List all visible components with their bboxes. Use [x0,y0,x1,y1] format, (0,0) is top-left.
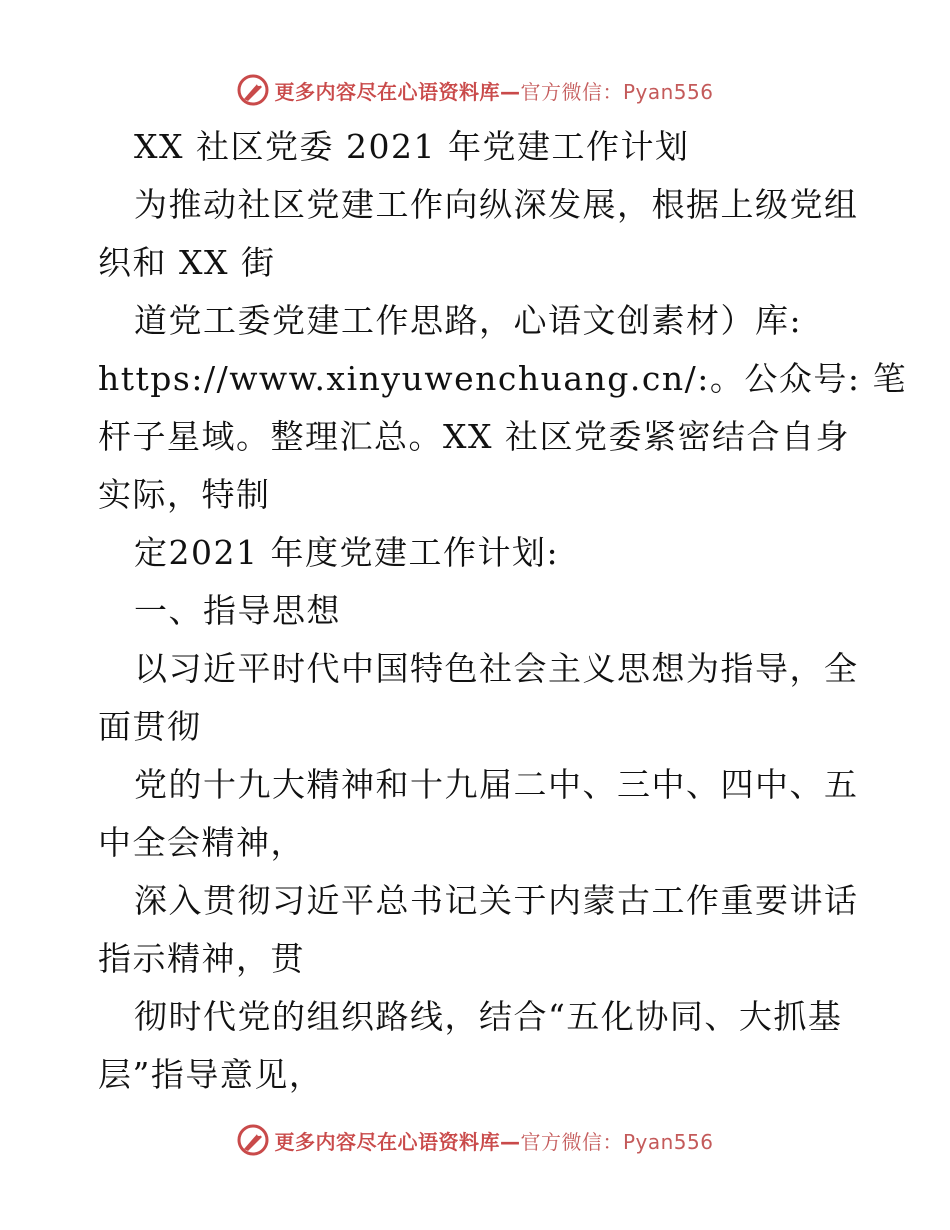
paragraph-line: 为推动社区党建工作向纵深发展，根据上级党组 [134,185,859,224]
header-banner [0,70,950,110]
pen-nib-logo-icon [236,1123,270,1157]
paragraph-line: 彻时代党的组织路线，结合“五化协同、大抓基 [134,997,843,1036]
document-body [98,118,907,1104]
paragraph-line: https://www.xinyuwenchuang.cn/:。公众号: 笔 [98,359,907,398]
section-heading: 一、指导思想 [134,591,341,630]
header-wechat-id: 官方微信：Pyan556 [520,79,714,104]
paragraph-line: 党的十九大精神和十九届二中、三中、四中、五 [134,765,859,804]
paragraph-line: 层”指导意见， [98,1055,324,1094]
paragraph-line: 以习近平时代中国特色社会主义思想为指导，全 [134,649,859,688]
paragraph-line: 深入贯彻习近平总书记关于内蒙古工作重要讲话 [134,881,859,920]
paragraph-line: 杆子星域。整理汇总。XX 社区党委紧密结合自身 [98,417,850,456]
paragraph-line: 定2021 年度党建工作计划: [134,533,560,572]
paragraph-line: 指示精神，贯 [98,939,305,978]
document-title: XX 社区党委 2021 年党建工作计划 [134,127,690,166]
footer-banner-text: 更多内容尽在心语资料库—官方微信：Pyan556 [274,1129,714,1154]
paragraph-line: 面贯彻 [98,707,202,746]
footer-banner [0,1120,950,1160]
paragraph-line: 实际，特制 [98,475,271,514]
pen-nib-logo-icon [236,73,270,107]
paragraph-line: 织和 XX 街 [98,243,276,282]
header-banner-text: 更多内容尽在心语资料库—官方微信：Pyan556 [274,79,714,104]
paragraph-line: 道党工委党建工作思路，心语文创素材）库: [134,301,803,340]
paragraph-line: 中全会精神， [98,823,305,862]
footer-wechat-id: 官方微信：Pyan556 [520,1129,714,1154]
